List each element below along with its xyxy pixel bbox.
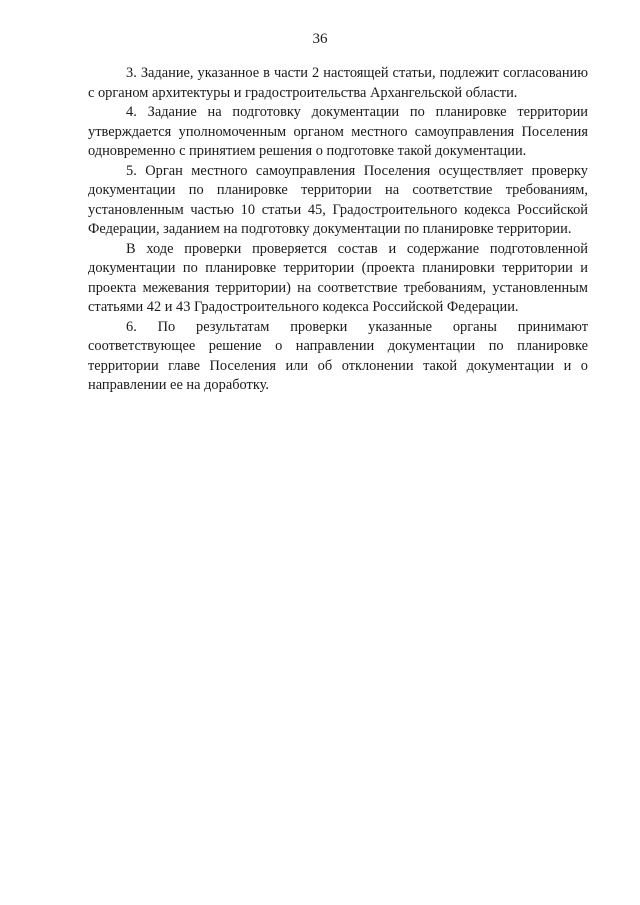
- paragraph-5: 5. Орган местного самоуправления Поселения осуществляет проверку документации по планировке территории на соответствие требованиям, установленным частью 10 статьи 45, Градостроительного кодекса Российской Федерации, заданием на подготовку документации по планировке территории.: [88, 162, 588, 237]
- paragraph-6: 6. По результатам проверки указанные органы принимают соответствующее решение о направлении документации по планировке территории главе Поселения или об отклонении такой документации и о направлении ее на доработку.: [88, 318, 588, 393]
- page-number: 36: [312, 31, 328, 47]
- paragraph-4: 4. Задание на подготовку документации по планировке территории утверждается уполномоченным органом местного самоуправления Поселения одновременно с принятием решения о подготовке такой документации.: [88, 104, 588, 159]
- paragraph-5-continued: В ходе проверки проверяется состав и содержание подготовленной документации по планировке территории (проекта планировки территории и проекта межевания территории) на соответствие требованиям, установленным статьями 42 и 43 Градостроительного кодекса Российской Федерации.: [88, 240, 588, 315]
- paragraph-3: 3. Задание, указанное в части 2 настоящей статьи, подлежит согласованию с органом архитектуры и градостроительства Архангельской области.: [88, 65, 588, 101]
- document-body: [88, 64, 588, 396]
